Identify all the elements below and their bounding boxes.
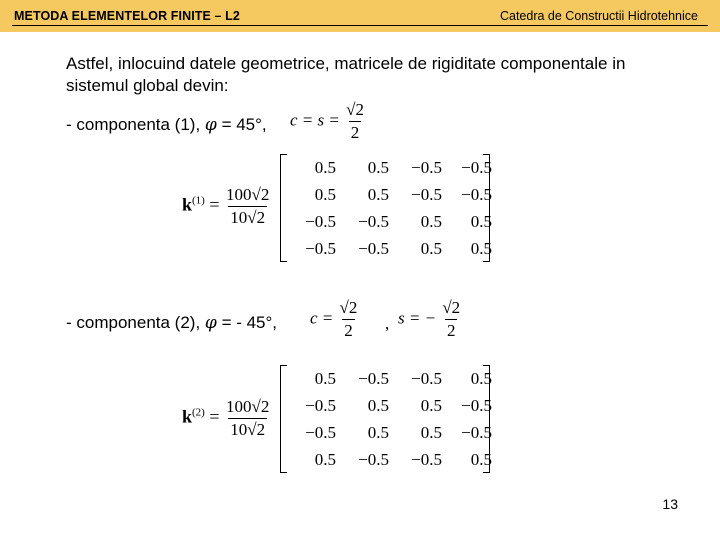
- k1-cell-r3-c2: −0.5: [358, 212, 389, 231]
- k1-cell-r2-c1: 0.5: [314, 185, 336, 204]
- page-number: 13: [662, 496, 678, 512]
- course-title: METODA ELEMENTELOR FINITE – L2: [14, 9, 240, 23]
- component-1-label: - componenta (1),: [66, 115, 201, 134]
- k2-cell-r2-c4: −0.5: [461, 396, 492, 415]
- s-lhs: s = −: [398, 308, 437, 328]
- k2-factor: [224, 397, 271, 440]
- k2-matrix: [280, 365, 490, 473]
- k1-factor: [224, 185, 271, 228]
- k1-cell-r2-c3: −0.5: [411, 185, 442, 204]
- k1-cell-r4-c3: 0.5: [420, 239, 442, 258]
- k1-matrix-grid: [280, 154, 490, 262]
- k1-cell-r1-c4: −0.5: [461, 158, 492, 177]
- k2-cell-r3-c3: 0.5: [420, 423, 442, 442]
- k1-cell-r4-c1: −0.5: [305, 239, 336, 258]
- component-2-phi: φ: [204, 313, 217, 333]
- k1-symbol: k: [182, 194, 193, 215]
- k2-cell-r4-c2: −0.5: [358, 450, 389, 469]
- component-2-angle: = - 45°,: [221, 313, 278, 332]
- component-2-label-line: [66, 313, 277, 333]
- k2-cell-r1-c2: −0.5: [358, 369, 389, 388]
- k1-factor-denominator: 10√2: [230, 208, 266, 227]
- k1-superscript: (1): [192, 194, 205, 207]
- k1-cell-r1-c2: 0.5: [367, 158, 389, 177]
- c-denominator: 2: [344, 321, 353, 340]
- k2-cell-r2-c2: 0.5: [367, 396, 389, 415]
- k1-cell-r1-c3: −0.5: [411, 158, 442, 177]
- k2-cell-r3-c4: −0.5: [461, 423, 492, 442]
- component-1-label-line: [66, 115, 267, 135]
- k2-matrix-grid: [280, 365, 490, 473]
- k2-cell-r3-c2: 0.5: [367, 423, 389, 442]
- k1-cell-r4-c2: −0.5: [358, 239, 389, 258]
- k2-cell-r2-c3: 0.5: [420, 396, 442, 415]
- k2-cell-r1-c4: 0.5: [470, 369, 492, 388]
- k1-matrix: [280, 154, 490, 262]
- s-fraction: [440, 298, 462, 341]
- k2-cell-r4-c1: 0.5: [314, 450, 336, 469]
- header-rule: [12, 25, 708, 26]
- k2-cell-r4-c3: −0.5: [411, 450, 442, 469]
- c-fraction: [338, 298, 360, 341]
- component-1-cs-formula: [290, 100, 366, 143]
- slide-header: [0, 0, 720, 32]
- component-2-label: - componenta (2),: [66, 313, 201, 332]
- cs-fraction: [344, 100, 366, 143]
- component-1-phi: φ: [204, 115, 217, 135]
- cs-lhs: c = s =: [290, 110, 340, 130]
- k2-cell-r4-c4: 0.5: [470, 450, 492, 469]
- k2-cell-r1-c3: −0.5: [411, 369, 442, 388]
- intro-paragraph: Astfel, inlocuind datele geometrice, matricele de rigiditate componentale in sistemul global devin:: [66, 54, 626, 95]
- k1-cell-r4-c4: 0.5: [470, 239, 492, 258]
- cs-denominator: 2: [350, 123, 360, 142]
- k2-equals: =: [209, 406, 220, 427]
- c-numerator: √2: [339, 298, 358, 317]
- k1-cell-r3-c4: 0.5: [470, 212, 492, 231]
- k2-superscript: (2): [192, 406, 205, 419]
- component-2-c-formula: [310, 298, 359, 341]
- k2-factor-denominator: 10√2: [230, 420, 266, 439]
- s-denominator: 2: [446, 321, 456, 340]
- k2-label: [182, 397, 271, 440]
- k1-cell-r2-c4: −0.5: [461, 185, 492, 204]
- component-2-comma: ,: [385, 314, 390, 333]
- k1-cell-r1-c1: 0.5: [314, 158, 336, 177]
- k1-cell-r3-c3: 0.5: [420, 212, 442, 231]
- s-numerator: √2: [442, 298, 461, 317]
- k2-symbol: k: [182, 406, 193, 427]
- k2-cell-r2-c1: −0.5: [305, 396, 336, 415]
- k1-cell-r3-c1: −0.5: [305, 212, 336, 231]
- k2-cell-r1-c1: 0.5: [314, 369, 336, 388]
- c-lhs: c =: [310, 308, 334, 328]
- k1-factor-numerator: 100√2: [226, 185, 270, 204]
- k1-cell-r2-c2: 0.5: [367, 185, 389, 204]
- k2-factor-numerator: 100√2: [226, 397, 270, 416]
- k1-label: [182, 185, 271, 228]
- k2-cell-r3-c1: −0.5: [305, 423, 336, 442]
- component-1-angle: = 45°,: [221, 115, 267, 134]
- department-name: Catedra de Constructii Hidrotehnice: [499, 9, 698, 23]
- cs-numerator: √2: [346, 100, 364, 119]
- component-2-s-formula: [398, 298, 462, 341]
- k1-equals: =: [209, 194, 220, 215]
